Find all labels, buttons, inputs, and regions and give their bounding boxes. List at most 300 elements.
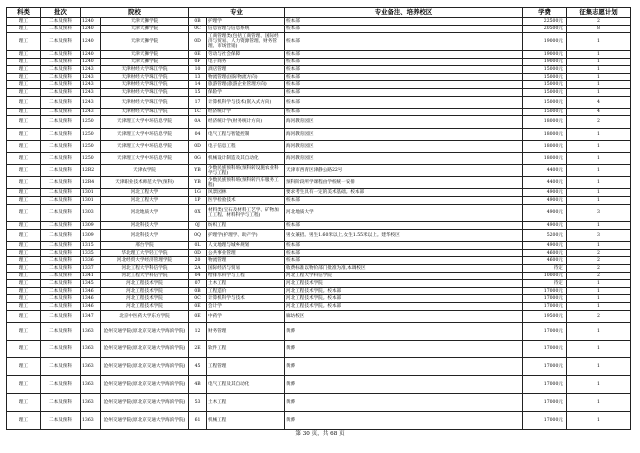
cell-school-code: 1303 <box>81 204 101 222</box>
table-row <box>7 340 631 358</box>
cell-school-code: 1250 <box>81 140 101 152</box>
cell-school-name: 河北工程大学 <box>101 189 189 197</box>
cell-major-name: 电子信息工程 <box>207 140 285 152</box>
cell-kelei: 理工 <box>7 88 41 96</box>
cell-pici: 二本及预科 <box>41 411 81 429</box>
cell-pici: 二本及预科 <box>41 73 81 81</box>
page-footer: 第 30 页，共 68 页 <box>295 431 345 437</box>
cell-school-name: 河北工程技术学院 <box>101 287 189 295</box>
cell-major-code: 12 <box>189 322 207 340</box>
cell-school-name: 天津财经大学珠江学院 <box>101 66 189 74</box>
cell-note: 校本部 <box>285 73 523 81</box>
cell-major-name: 电子商务 <box>207 58 285 66</box>
cell-note: 河北工程技术学院。校本部 <box>285 302 523 310</box>
cell-major-name: 少数民族预科班(预科转设施农业科学与工程) <box>207 165 285 177</box>
cell-note: 校本部 <box>285 96 523 108</box>
cell-fee: 4900元 <box>523 204 567 222</box>
cell-note: 收费标准以物价部门批准为准,本调校区 <box>285 265 523 273</box>
cell-pici: 二本及预科 <box>41 88 81 96</box>
table-row <box>7 177 631 189</box>
cell-plan: 1 <box>567 165 631 177</box>
cell-major-name: 电气工程及其自动化 <box>207 376 285 394</box>
cell-fee: 4900元 <box>523 189 567 197</box>
cell-pici: 二本及预科 <box>41 204 81 222</box>
cell-school-name: 天津天狮学院 <box>101 58 189 66</box>
cell-major-name: 中药学 <box>207 310 285 322</box>
cell-pici: 二本及预科 <box>41 358 81 376</box>
cell-kelei: 理工 <box>7 116 41 128</box>
cell-school-name: 天津理工大学中环信息学院 <box>101 140 189 152</box>
cell-note: 校本部 <box>285 88 523 96</box>
cell-kelei: 理工 <box>7 376 41 394</box>
cell-major-code: 0G <box>189 152 207 164</box>
cell-note: 校本部 <box>285 58 523 66</box>
cell-plan: 3 <box>567 204 631 222</box>
cell-note: 校本部 <box>285 18 523 26</box>
cell-note: 校本部 <box>285 81 523 89</box>
cell-fee: 15000元 <box>523 96 567 108</box>
cell-school-name: 天津理工大学中环信息学院 <box>101 128 189 140</box>
cell-note: 海河教育园区 <box>285 140 523 152</box>
cell-major-code: 0B <box>189 18 207 26</box>
cell-kelei: 理工 <box>7 322 41 340</box>
table-row <box>7 230 631 242</box>
table-row <box>7 50 631 58</box>
cell-school-name: 河北工程技术学院 <box>101 295 189 303</box>
table-row <box>7 280 631 288</box>
cell-kelei: 理工 <box>7 249 41 257</box>
cell-kelei: 理工 <box>7 140 41 152</box>
cell-school-name: 河北地质大学 <box>101 204 189 222</box>
cell-plan: 1 <box>567 33 631 51</box>
cell-fee: 18000元 <box>523 128 567 140</box>
cell-fee: 5200元 <box>523 230 567 242</box>
cell-pici: 二本及预科 <box>41 230 81 242</box>
cell-major-name: 护理学 <box>207 18 285 26</box>
cell-kelei: 理工 <box>7 358 41 376</box>
cell-major-code: 20 <box>189 257 207 265</box>
cell-fee: 4400元 <box>523 165 567 177</box>
table-row <box>7 393 631 411</box>
cell-fee: 15000元 <box>523 88 567 96</box>
cell-pici: 二本及预科 <box>41 257 81 265</box>
cell-fee: 17000元 <box>523 411 567 429</box>
cell-major-name: 计算机科学与技术(嵌入式方向) <box>207 96 285 108</box>
cell-pici: 二本及预科 <box>41 165 81 177</box>
table-row <box>7 108 631 116</box>
cell-note: 河北工程技术学院 <box>285 280 523 288</box>
cell-major-code: 0C <box>189 25 207 33</box>
cell-note: 海河教育园区 <box>285 128 523 140</box>
header-note: 专业备注、培养校区 <box>285 8 523 18</box>
cell-note: 黄骅 <box>285 358 523 376</box>
cell-fee: 4600元 <box>523 257 567 265</box>
table-row <box>7 272 631 280</box>
table-row <box>7 222 631 230</box>
cell-pici: 二本及预科 <box>41 81 81 89</box>
cell-major-code: 0J <box>189 222 207 230</box>
cell-plan: 2 <box>567 18 631 26</box>
cell-note: 黄骅 <box>285 411 523 429</box>
cell-plan: 1 <box>567 222 631 230</box>
cell-major-code: 13 <box>189 73 207 81</box>
cell-kelei: 理工 <box>7 73 41 81</box>
cell-major-name: 护理学(护理学、助产学) <box>207 230 285 242</box>
cell-pici: 二本及预科 <box>41 189 81 197</box>
cell-kelei: 理工 <box>7 280 41 288</box>
cell-note: 校本部 <box>285 242 523 250</box>
cell-major-code: 1C <box>189 108 207 116</box>
cell-pici: 二本及预科 <box>41 18 81 26</box>
cell-school-name: 天津天狮学院 <box>101 25 189 33</box>
table-row <box>7 96 631 108</box>
cell-note: 河北工程技术学院。校本部 <box>285 295 523 303</box>
cell-major-name: 劳动与社会保障 <box>207 50 285 58</box>
cell-kelei: 理工 <box>7 310 41 322</box>
cell-pici: 二本及预科 <box>41 108 81 116</box>
header-major: 专业 <box>189 8 285 18</box>
cell-plan: 1 <box>567 302 631 310</box>
cell-fee: 15000元 <box>523 108 567 116</box>
cell-major-code: 0Q <box>189 230 207 242</box>
table-row <box>7 197 631 205</box>
cell-fee: 20500元 <box>523 25 567 33</box>
cell-pici: 二本及预科 <box>41 287 81 295</box>
cell-plan: 2 <box>567 310 631 322</box>
cell-pici: 二本及预科 <box>41 249 81 257</box>
cell-major-name: 经济统计学(财务统计方向) <box>207 116 285 128</box>
cell-major-name: 少数民族预科班(预科转汽车服务工程) <box>207 177 285 189</box>
cell-plan: 1 <box>567 189 631 197</box>
cell-major-name: 酒店管理 <box>207 66 285 74</box>
cell-school-name: 邢台学院 <box>101 242 189 250</box>
cell-major-code: 15 <box>189 88 207 96</box>
cell-kelei: 理工 <box>7 257 41 265</box>
cell-school-code: 1250 <box>81 128 101 140</box>
cell-kelei: 理工 <box>7 411 41 429</box>
cell-major-code: 0E <box>189 310 207 322</box>
cell-plan: 1 <box>567 340 631 358</box>
cell-major-code: 45 <box>189 358 207 376</box>
cell-school-name: 华北理工大学轻工学院 <box>101 249 189 257</box>
cell-kelei: 理工 <box>7 50 41 58</box>
cell-school-code: 1243 <box>81 96 101 108</box>
cell-note: 海河教育园区 <box>285 116 523 128</box>
cell-school-name: 天津财经大学珠江学院 <box>101 81 189 89</box>
table-row <box>7 152 631 164</box>
cell-school-name: 河北工程技术学院 <box>101 302 189 310</box>
cell-major-code: 04 <box>189 128 207 140</box>
table-row <box>7 66 631 74</box>
cell-school-name: 天津理工大学中环信息学院 <box>101 152 189 164</box>
cell-school-code: 1309 <box>81 230 101 242</box>
cell-school-name: 沧州交通学院(原北京交通大学海滨学院) <box>101 358 189 376</box>
cell-note: 校本部 <box>285 197 523 205</box>
cell-school-name: 河北工程大学 <box>101 197 189 205</box>
cell-major-code: 0B <box>189 287 207 295</box>
cell-school-name: 沧州交通学院(原北京交通大学海滨学院) <box>101 411 189 429</box>
cell-school-name: 天津财经大学珠江学院 <box>101 73 189 81</box>
cell-major-name: 机械设计制造及其自动化 <box>207 152 285 164</box>
cell-major-code: 1P <box>189 197 207 205</box>
cell-note: 校本部 <box>285 33 523 51</box>
cell-major-code: YB <box>189 177 207 189</box>
cell-major-code: 61 <box>189 411 207 429</box>
cell-kelei: 理工 <box>7 295 41 303</box>
cell-note: 校本部 <box>285 249 523 257</box>
cell-school-name: 天津农学院 <box>101 165 189 177</box>
cell-kelei: 理工 <box>7 204 41 222</box>
cell-major-name: 软件工程 <box>207 340 285 358</box>
cell-major-code: 0C <box>189 295 207 303</box>
table-row <box>7 204 631 222</box>
cell-note: 廊坊校区 <box>285 310 523 322</box>
cell-kelei: 理工 <box>7 58 41 66</box>
cell-plan: 1 <box>567 88 631 96</box>
cell-kelei: 理工 <box>7 242 41 250</box>
cell-plan: 1 <box>567 152 631 164</box>
cell-school-name: 天津天狮学院 <box>101 18 189 26</box>
cell-note: 黄骅 <box>285 393 523 411</box>
cell-school-code: 1363 <box>81 393 101 411</box>
cell-school-name: 北京中医药大学东方学院 <box>101 310 189 322</box>
cell-plan: 1 <box>567 393 631 411</box>
cell-fee: 17000元 <box>523 322 567 340</box>
cell-pici: 二本及预科 <box>41 66 81 74</box>
cell-school-code: 12R2 <box>81 165 101 177</box>
cell-school-code: 1240 <box>81 33 101 51</box>
cell-school-code: 1240 <box>81 25 101 33</box>
header-school: 院校 <box>81 8 189 18</box>
cell-major-name: 材料类(宝石及材料工艺学、矿物加工工程、材料科学与工程) <box>207 204 285 222</box>
header-fee: 学费 <box>523 8 567 18</box>
cell-pici: 二本及预科 <box>41 295 81 303</box>
cell-kelei: 理工 <box>7 66 41 74</box>
cell-fee: 15000元 <box>523 73 567 81</box>
cell-school-name: 沧州交通学院(原北京交通大学海滨学院) <box>101 393 189 411</box>
cell-school-code: 1240 <box>81 18 101 26</box>
cell-fee: 22500元 <box>523 18 567 26</box>
cell-major-name: 公共事业管理 <box>207 249 285 257</box>
cell-kelei: 理工 <box>7 33 41 51</box>
cell-fee: 4400元 <box>523 177 567 189</box>
cell-pici: 二本及预科 <box>41 96 81 108</box>
table-row <box>7 25 631 33</box>
table-row <box>7 376 631 394</box>
table-row <box>7 165 631 177</box>
cell-major-name: 计算机科学与技术 <box>207 295 285 303</box>
cell-major-name: 工程造价 <box>207 287 285 295</box>
cell-pici: 二本及预科 <box>41 340 81 358</box>
table-row <box>7 18 631 26</box>
table-row <box>7 128 631 140</box>
table-row <box>7 140 631 152</box>
cell-kelei: 理工 <box>7 128 41 140</box>
cell-note: 黄骅 <box>285 376 523 394</box>
cell-plan: 1 <box>567 128 631 140</box>
table-row <box>7 242 631 250</box>
cell-school-name: 沧州交通学院(原北京交通大学海滨学院) <box>101 376 189 394</box>
cell-school-code: 1243 <box>81 108 101 116</box>
cell-kelei: 理工 <box>7 25 41 33</box>
cell-pici: 二本及预科 <box>41 116 81 128</box>
cell-fee: 4900元 <box>523 222 567 230</box>
cell-school-code: 1301 <box>81 197 101 205</box>
header-row <box>7 8 631 18</box>
cell-major-code: 0D <box>189 33 207 51</box>
cell-plan: 1 <box>567 81 631 89</box>
cell-note: 河北地质大学 <box>285 204 523 222</box>
cell-pici: 二本及预科 <box>41 50 81 58</box>
cell-school-code: 1346 <box>81 295 101 303</box>
cell-note: 校本部 <box>285 222 523 230</box>
cell-fee: 17000元 <box>523 295 567 303</box>
cell-major-code: 2E <box>189 340 207 358</box>
cell-pici: 二本及预科 <box>41 140 81 152</box>
cell-school-code: 1346 <box>81 302 101 310</box>
cell-major-code: 10 <box>189 66 207 74</box>
cell-fee: 4900元 <box>523 242 567 250</box>
table-body <box>7 18 631 430</box>
cell-major-code: 0X <box>189 204 207 222</box>
table-row <box>7 249 631 257</box>
cell-school-name: 天津财经大学珠江学院 <box>101 108 189 116</box>
cell-kelei: 理工 <box>7 165 41 177</box>
cell-pici: 二本及预科 <box>41 242 81 250</box>
cell-major-name: 物流管理(国际物流方向) <box>207 73 285 81</box>
cell-school-code: 1243 <box>81 73 101 81</box>
cell-school-code: 1337 <box>81 265 101 273</box>
cell-major-name: 旅游管理(旅游企业管理方向) <box>207 81 285 89</box>
cell-kelei: 理工 <box>7 152 41 164</box>
cell-school-code: 1363 <box>81 411 101 429</box>
cell-note: 河北工程大学科信学院 <box>285 272 523 280</box>
cell-major-name: 机械工程 <box>207 411 285 429</box>
cell-school-code: 1347 <box>81 310 101 322</box>
header-kelei: 科类 <box>7 8 41 18</box>
cell-major-code: 0E <box>189 50 207 58</box>
table-row <box>7 33 631 51</box>
cell-major-name: 保险学 <box>207 88 285 96</box>
cell-pici: 二本及预科 <box>41 280 81 288</box>
cell-school-code: 1309 <box>81 222 101 230</box>
cell-school-code: 1315 <box>81 242 101 250</box>
cell-major-name: 医学检验技术 <box>207 197 285 205</box>
cell-pici: 二本及预科 <box>41 128 81 140</box>
cell-school-name: 天津财经大学珠江学院 <box>101 88 189 96</box>
cell-kelei: 理工 <box>7 177 41 189</box>
cell-school-name: 河北科技大学 <box>101 222 189 230</box>
cell-fee: 19000元 <box>523 50 567 58</box>
cell-plan: 2 <box>567 116 631 128</box>
cell-plan: 1 <box>567 242 631 250</box>
cell-fee: 待定 <box>523 265 567 273</box>
cell-plan: 1 <box>567 280 631 288</box>
cell-fee: 17000元 <box>523 358 567 376</box>
table-row <box>7 58 631 66</box>
cell-school-code: 1341 <box>81 272 101 280</box>
cell-school-name: 河北经贸大学经济管理学院 <box>101 257 189 265</box>
cell-school-name: 河北科技大学 <box>101 230 189 242</box>
cell-kelei: 理工 <box>7 265 41 273</box>
cell-major-code: 04 <box>189 272 207 280</box>
cell-fee: 4900元 <box>523 197 567 205</box>
table-row <box>7 81 631 89</box>
cell-major-code: 53 <box>189 393 207 411</box>
cell-plan: 3 <box>567 230 631 242</box>
cell-fee: 待定 <box>523 280 567 288</box>
cell-plan: 1 <box>567 358 631 376</box>
cell-note: 预科阶段所学课程由学校统一安排 <box>285 177 523 189</box>
cell-plan: 2 <box>567 272 631 280</box>
cell-major-name: 财务管理 <box>207 322 285 340</box>
cell-kelei: 理工 <box>7 189 41 197</box>
cell-school-code: 1336 <box>81 257 101 265</box>
admissions-table <box>6 7 631 430</box>
cell-school-code: 1243 <box>81 66 101 74</box>
cell-pici: 二本及预科 <box>41 310 81 322</box>
table-row <box>7 88 631 96</box>
cell-pici: 二本及预科 <box>41 58 81 66</box>
table-row <box>7 295 631 303</box>
cell-fee: 19000元 <box>523 33 567 51</box>
cell-major-name: 给排水科学与工程 <box>207 272 285 280</box>
cell-kelei: 理工 <box>7 230 41 242</box>
cell-school-code: 1363 <box>81 340 101 358</box>
cell-pici: 二本及预科 <box>41 222 81 230</box>
cell-plan: 1 <box>567 322 631 340</box>
cell-major-code: 07 <box>189 280 207 288</box>
cell-plan: 1 <box>567 287 631 295</box>
cell-note: 黄骅 <box>285 322 523 340</box>
cell-school-name: 河北工程技术学院 <box>101 280 189 288</box>
cell-school-code: 1243 <box>81 81 101 89</box>
cell-school-code: 12R4 <box>81 177 101 189</box>
cell-major-name: 信息管理与信息系统 <box>207 25 285 33</box>
cell-plan: 1 <box>567 376 631 394</box>
cell-plan: 1 <box>567 73 631 81</box>
cell-school-name: 河北工程大学科信学院 <box>101 265 189 273</box>
cell-note: 黄骅 <box>285 340 523 358</box>
table-row <box>7 322 631 340</box>
cell-note: 要求考生具有一定的美术基础。校本部 <box>285 189 523 197</box>
cell-school-code: 1363 <box>81 322 101 340</box>
cell-note: 校本部 <box>285 50 523 58</box>
cell-fee: 15000元 <box>523 81 567 89</box>
table-row <box>7 287 631 295</box>
cell-school-code: 1335 <box>81 249 101 257</box>
cell-plan: 8 <box>567 25 631 33</box>
cell-plan: 1 <box>567 50 631 58</box>
cell-major-code: 0D <box>189 140 207 152</box>
cell-pici: 二本及预科 <box>41 393 81 411</box>
cell-school-name: 天津天狮学院 <box>101 33 189 51</box>
cell-major-name: 国际经济与贸易 <box>207 265 285 273</box>
cell-pici: 二本及预科 <box>41 376 81 394</box>
cell-plan: 1 <box>567 58 631 66</box>
cell-major-code: 0L <box>189 242 207 250</box>
cell-school-code: 1250 <box>81 116 101 128</box>
cell-plan: 2 <box>567 265 631 273</box>
cell-pici: 二本及预科 <box>41 152 81 164</box>
cell-fee: 15000元 <box>523 66 567 74</box>
cell-pici: 二本及预科 <box>41 197 81 205</box>
cell-kelei: 理工 <box>7 108 41 116</box>
cell-kelei: 理工 <box>7 302 41 310</box>
cell-fee: 17000元 <box>523 340 567 358</box>
cell-school-name: 沧州交通学院(原北京交通大学海滨学院) <box>101 322 189 340</box>
cell-note: 校本部 <box>285 66 523 74</box>
